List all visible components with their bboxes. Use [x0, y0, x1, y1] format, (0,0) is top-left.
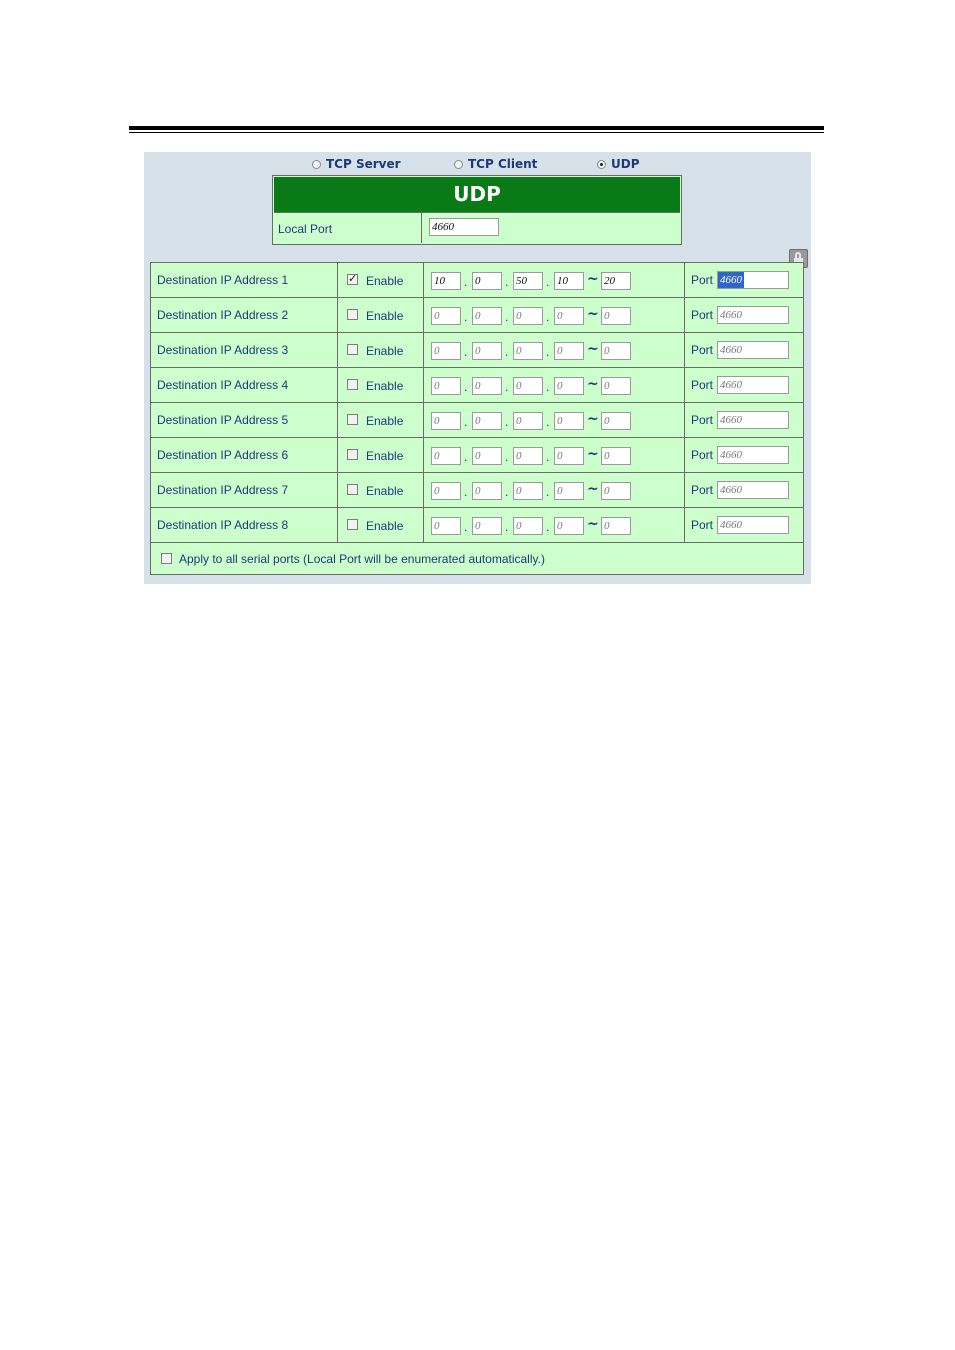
- radio-selected-icon: [597, 160, 606, 169]
- port-label: Port: [691, 273, 714, 287]
- ip-dot-separator: .: [464, 415, 468, 429]
- divider: [684, 333, 685, 367]
- destination-row: [151, 333, 803, 368]
- ip-octet-2-input[interactable]: [472, 412, 502, 430]
- destination-row: [151, 368, 803, 403]
- ip-range-end-input[interactable]: [601, 307, 631, 325]
- divider: [684, 508, 685, 542]
- divider: [337, 263, 338, 297]
- destination-port-input[interactable]: [717, 446, 789, 464]
- destination-table: [150, 262, 804, 575]
- ip-octet-4-input[interactable]: [554, 377, 584, 395]
- port-label: Port: [691, 518, 714, 532]
- divider: [803, 473, 804, 507]
- ip-octet-4-input[interactable]: [554, 517, 584, 535]
- ip-range-end-input[interactable]: [601, 272, 631, 290]
- divider: [423, 403, 424, 437]
- ip-dot-separator: .: [505, 520, 509, 534]
- enable-checkbox[interactable]: [347, 484, 358, 495]
- apply-all-checkbox[interactable]: [161, 553, 172, 564]
- destination-label: Destination IP Address 8: [157, 518, 289, 532]
- ip-dot-separator: .: [505, 450, 509, 464]
- divider: [684, 298, 685, 332]
- divider: [337, 298, 338, 332]
- range-tilde-icon: ~: [587, 271, 599, 287]
- radio-icon: [312, 160, 321, 169]
- divider: [337, 333, 338, 367]
- destination-port-input[interactable]: [717, 411, 789, 429]
- divider: [423, 368, 424, 402]
- divider: [423, 508, 424, 542]
- ip-range-end-input[interactable]: [601, 342, 631, 360]
- destination-port-input[interactable]: [717, 516, 789, 534]
- destination-row: [151, 403, 803, 438]
- destination-row: [151, 438, 803, 473]
- ip-dot-separator: .: [546, 450, 550, 464]
- divider: [684, 473, 685, 507]
- destination-port-input[interactable]: [717, 341, 789, 359]
- range-tilde-icon: ~: [587, 411, 599, 427]
- ip-octet-3-input[interactable]: [513, 272, 543, 290]
- divider: [423, 473, 424, 507]
- ip-dot-separator: .: [546, 380, 550, 394]
- ip-dot-separator: .: [464, 345, 468, 359]
- enable-checkbox[interactable]: [347, 519, 358, 530]
- udp-title: UDP: [274, 177, 680, 212]
- ip-dot-separator: .: [464, 485, 468, 499]
- divider: [803, 333, 804, 367]
- ip-range-end-input[interactable]: [601, 517, 631, 535]
- ip-octet-3-input[interactable]: [513, 412, 543, 430]
- enable-checkbox[interactable]: [347, 309, 358, 320]
- ip-dot-separator: .: [546, 485, 550, 499]
- ip-octet-1-input[interactable]: [431, 482, 461, 500]
- range-tilde-icon: ~: [587, 446, 599, 462]
- enable-label: Enable: [366, 344, 404, 358]
- enable-checkbox[interactable]: [347, 379, 358, 390]
- destination-row: [151, 473, 803, 508]
- ip-octet-4-input[interactable]: [554, 412, 584, 430]
- destination-label: Destination IP Address 7: [157, 483, 289, 497]
- destination-label: Destination IP Address 6: [157, 448, 289, 462]
- enable-checkbox[interactable]: [347, 449, 358, 460]
- destination-label: Destination IP Address 2: [157, 308, 289, 322]
- local-port-input[interactable]: [429, 218, 499, 236]
- ip-octet-1-input[interactable]: [431, 517, 461, 535]
- destination-row: [151, 298, 803, 333]
- enable-checkbox[interactable]: [347, 344, 358, 355]
- divider: [423, 298, 424, 332]
- ip-dot-separator: .: [546, 310, 550, 324]
- destination-port-input[interactable]: [717, 306, 789, 324]
- ip-octet-1-input[interactable]: [431, 447, 461, 465]
- enable-label: Enable: [366, 379, 404, 393]
- ip-dot-separator: .: [464, 380, 468, 394]
- destination-row: [151, 263, 803, 298]
- ip-dot-separator: .: [464, 310, 468, 324]
- divider: [423, 438, 424, 472]
- page-rule-thick: [129, 126, 824, 130]
- divider: [337, 473, 338, 507]
- divider: [803, 368, 804, 402]
- port-label: Port: [691, 413, 714, 427]
- ip-octet-1-input[interactable]: [431, 272, 461, 290]
- mode-label-udp: UDP: [611, 157, 640, 171]
- enable-label: Enable: [366, 484, 404, 498]
- ip-dot-separator: .: [546, 520, 550, 534]
- ip-octet-4-input[interactable]: [554, 342, 584, 360]
- ip-octet-2-input[interactable]: [472, 272, 502, 290]
- enable-checkbox[interactable]: [347, 414, 358, 425]
- port-label: Port: [691, 343, 714, 357]
- destination-label: Destination IP Address 4: [157, 378, 289, 392]
- ip-octet-1-input[interactable]: [431, 342, 461, 360]
- divider: [684, 403, 685, 437]
- ip-dot-separator: .: [505, 415, 509, 429]
- ip-dot-separator: .: [505, 345, 509, 359]
- ip-octet-2-input[interactable]: [472, 377, 502, 395]
- apply-all-row: [151, 543, 803, 575]
- port-label: Port: [691, 448, 714, 462]
- divider: [803, 263, 804, 297]
- ip-octet-3-input[interactable]: [513, 342, 543, 360]
- ip-range-end-input[interactable]: [601, 447, 631, 465]
- enable-label: Enable: [366, 309, 404, 323]
- ip-dot-separator: .: [505, 380, 509, 394]
- ip-octet-1-input[interactable]: [431, 412, 461, 430]
- range-tilde-icon: ~: [587, 516, 599, 532]
- ip-dot-separator: .: [546, 275, 550, 289]
- divider: [337, 438, 338, 472]
- ip-octet-4-input[interactable]: [554, 447, 584, 465]
- destination-label: Destination IP Address 1: [157, 273, 289, 287]
- ip-octet-1-input[interactable]: [431, 377, 461, 395]
- local-port-label: Local Port: [278, 222, 333, 236]
- divider: [684, 438, 685, 472]
- divider: [684, 368, 685, 402]
- ip-dot-separator: .: [505, 275, 509, 289]
- divider: [803, 508, 804, 542]
- destination-port-input[interactable]: [717, 376, 789, 394]
- ip-octet-2-input[interactable]: [472, 482, 502, 500]
- divider: [337, 368, 338, 402]
- enable-label: Enable: [366, 274, 404, 288]
- divider: [423, 263, 424, 297]
- ip-dot-separator: .: [464, 520, 468, 534]
- mode-radio-udp[interactable]: [597, 156, 640, 172]
- ip-octet-3-input[interactable]: [513, 447, 543, 465]
- port-label: Port: [691, 308, 714, 322]
- ip-octet-4-input[interactable]: [554, 307, 584, 325]
- range-tilde-icon: ~: [587, 481, 599, 497]
- divider: [803, 438, 804, 472]
- range-tilde-icon: ~: [587, 341, 599, 357]
- ip-octet-2-input[interactable]: [472, 342, 502, 360]
- ip-dot-separator: .: [546, 415, 550, 429]
- page-rule-thin: [129, 132, 824, 133]
- divider: [803, 298, 804, 332]
- local-port-row: [274, 212, 680, 243]
- divider: [337, 508, 338, 542]
- mode-radio-tcp-client[interactable]: [454, 156, 537, 172]
- destination-label: Destination IP Address 5: [157, 413, 289, 427]
- divider: [803, 403, 804, 437]
- ip-octet-3-input[interactable]: [513, 307, 543, 325]
- destination-port-input[interactable]: [717, 481, 789, 499]
- enable-label: Enable: [366, 519, 404, 533]
- ip-octet-3-input[interactable]: [513, 482, 543, 500]
- divider: [684, 263, 685, 297]
- ip-octet-4-input[interactable]: [554, 272, 584, 290]
- mode-label-tcp-client: TCP Client: [468, 157, 538, 171]
- config-panel: [144, 152, 811, 584]
- ip-range-end-input[interactable]: [601, 482, 631, 500]
- ip-octet-3-input[interactable]: [513, 377, 543, 395]
- ip-dot-separator: .: [505, 485, 509, 499]
- ip-range-end-input[interactable]: [601, 377, 631, 395]
- ip-dot-separator: .: [464, 450, 468, 464]
- ip-octet-2-input[interactable]: [472, 307, 502, 325]
- divider: [421, 213, 422, 243]
- ip-range-end-input[interactable]: [601, 412, 631, 430]
- udp-settings-box: [272, 175, 682, 245]
- ip-octet-1-input[interactable]: [431, 307, 461, 325]
- mode-radio-tcp-server[interactable]: [312, 156, 401, 172]
- enable-label: Enable: [366, 414, 404, 428]
- destination-row: [151, 508, 803, 543]
- ip-octet-2-input[interactable]: [472, 517, 502, 535]
- radio-icon: [454, 160, 463, 169]
- mode-label-tcp-server: TCP Server: [326, 157, 401, 171]
- ip-octet-2-input[interactable]: [472, 447, 502, 465]
- destination-label: Destination IP Address 3: [157, 343, 289, 357]
- ip-octet-3-input[interactable]: [513, 517, 543, 535]
- apply-all-label: Apply to all serial ports (Local Port will be enumerated automatically.): [179, 552, 545, 566]
- enable-label: Enable: [366, 449, 404, 463]
- ip-dot-separator: .: [464, 275, 468, 289]
- destination-port-input[interactable]: [717, 271, 789, 289]
- ip-dot-separator: .: [546, 345, 550, 359]
- divider: [423, 333, 424, 367]
- ip-octet-4-input[interactable]: [554, 482, 584, 500]
- port-label: Port: [691, 378, 714, 392]
- range-tilde-icon: ~: [587, 376, 599, 392]
- divider: [337, 403, 338, 437]
- range-tilde-icon: ~: [587, 306, 599, 322]
- ip-dot-separator: .: [505, 310, 509, 324]
- port-label: Port: [691, 483, 714, 497]
- enable-checkbox[interactable]: [347, 274, 358, 285]
